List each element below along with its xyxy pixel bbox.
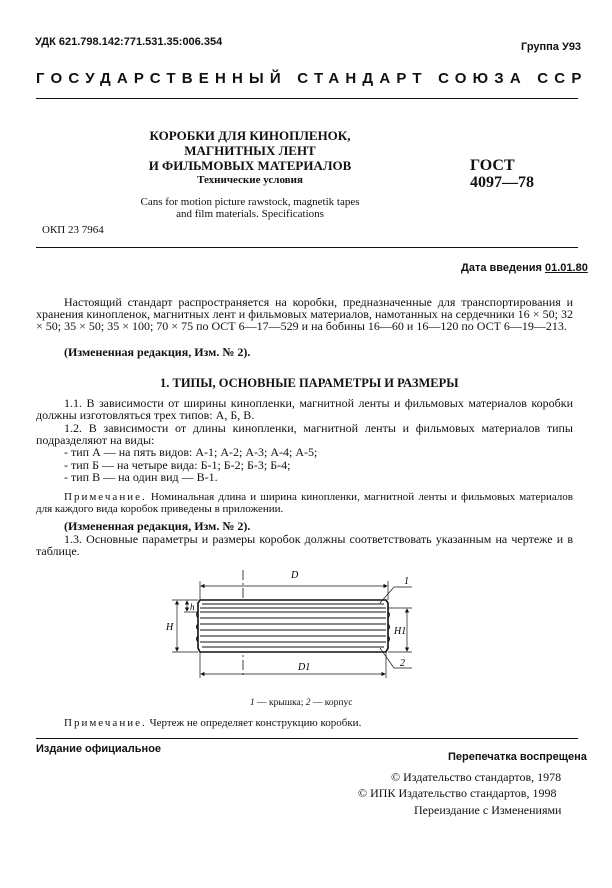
revision-note-1: (Измененная редакция, Изм. № 2). xyxy=(64,345,251,359)
callout-1-label: 1 xyxy=(404,576,409,587)
copyright-1978: © Издательство стандартов, 1978 xyxy=(391,770,562,784)
title-line-1: КОРОБКИ ДЛЯ КИНОПЛЕНОК, МАГНИТНЫХ ЛЕНТ xyxy=(149,128,351,158)
copyright-1998: © ИПК Издательство стандартов, 1998 xyxy=(358,786,557,800)
footer-rule xyxy=(36,738,578,739)
type-b-item: - тип Б — на четыре вида: Б-1; Б-2; Б-3; Б-4; xyxy=(64,458,291,472)
intro-paragraph: Настоящий стандарт распространяется на коробки, предназначенные для транспортирования и хранения кинопленок, магнитных лент и фильмовых материалов, намотанных на сердечники 16 × 50; 32 × 50; 35 × 50; 35 × 100; 70 × 75 по ОСТ 6—17—529 и на бобины 16—60 и 16—120 по ОСТ 6—19—213. xyxy=(36,295,573,334)
section-heading: 1. ТИПЫ, ОСНОВНЫЕ ПАРАМЕТРЫ И РАЗМЕРЫ xyxy=(160,376,459,390)
header-rule xyxy=(36,98,578,99)
caption-text-2: — корпус xyxy=(310,698,353,708)
paragraph-1-2: 1.2. В зависимости от длины кинопленки, магнитной ленты и фильмовых материалов типы подразделяют на виды: xyxy=(36,421,573,448)
caption-text-1: — крышка; xyxy=(254,698,306,708)
note-1 xyxy=(36,491,573,515)
dimension-d1-label: D1 xyxy=(298,662,311,673)
note-1-text: Номинальная длина и ширина кинопленки, магнитной ленты и фильмовых материалов для каждого вида коробок приведены в приложении. xyxy=(36,491,573,515)
note-2-label: Примечание. xyxy=(64,717,147,729)
callout-2-label: 2 xyxy=(400,658,405,669)
official-edition: Издание официальное xyxy=(36,743,162,755)
dimension-d-label: D xyxy=(291,570,299,581)
standard-banner: ГОСУДАРСТВЕННЫЙ СТАНДАРТ СОЮЗА ССР xyxy=(36,70,588,87)
note-2-text: Чертеж не определяет конструкцию коробки. xyxy=(146,717,362,729)
type-v-item: - тип В — на один вид — В-1. xyxy=(64,470,218,484)
reissue-note: Переиздание с Изменениями xyxy=(414,803,562,817)
okp-code: ОКП 23 7964 xyxy=(42,224,104,236)
dimension-small-h-label: h xyxy=(190,602,195,612)
title-rule xyxy=(36,247,578,248)
caption-num-1: 1 xyxy=(250,698,255,708)
subtitle: Технические условия xyxy=(197,174,303,186)
group-code: Группа У93 xyxy=(521,41,582,53)
dimension-h-label: H xyxy=(166,622,174,633)
effective-date xyxy=(461,262,588,274)
document-title xyxy=(130,128,370,173)
can-drawing xyxy=(150,560,420,690)
type-a-item: - тип А — на пять видов: А-1; А-2; А-3; А-4; А-5; xyxy=(64,445,318,459)
figure-caption xyxy=(250,698,352,708)
dimension-h1-label: H1 xyxy=(394,626,407,637)
english-line-1: Cans for motion picture rawstock, magnetik tapes xyxy=(140,196,360,208)
revision-note-2: (Измененная редакция, Изм. № 2). xyxy=(64,519,251,533)
note-1-label: Примечание. xyxy=(64,491,147,503)
reprint-notice: Перепечатка воспрещена xyxy=(448,751,587,763)
note-2 xyxy=(36,717,573,729)
english-title xyxy=(110,196,390,220)
gost-number xyxy=(470,157,534,191)
paragraph-1-1: 1.1. В зависимости от ширины кинопленки, магнитной ленты и фильмовых материалов коробки должны изготовляться трех типов: А, Б, В. xyxy=(36,396,573,423)
date-label: Дата введения xyxy=(461,262,545,274)
caption-num-2: 2 xyxy=(305,698,311,708)
gost-label: ГОСТ xyxy=(470,157,515,174)
title-line-2: И ФИЛЬМОВЫХ МАТЕРИАЛОВ xyxy=(148,158,352,173)
english-line-2: and film materials. Specifications xyxy=(176,208,324,220)
paragraph-1-3: 1.3. Основные параметры и размеры коробок должны соответствовать указанным на чертеже и в таблице. xyxy=(36,532,573,559)
gost-code: 4097—78 xyxy=(470,174,534,191)
date-value: 01.01.80 xyxy=(545,262,588,274)
udk-code: УДК 621.798.142:771.531.35:006.354 xyxy=(35,36,223,48)
